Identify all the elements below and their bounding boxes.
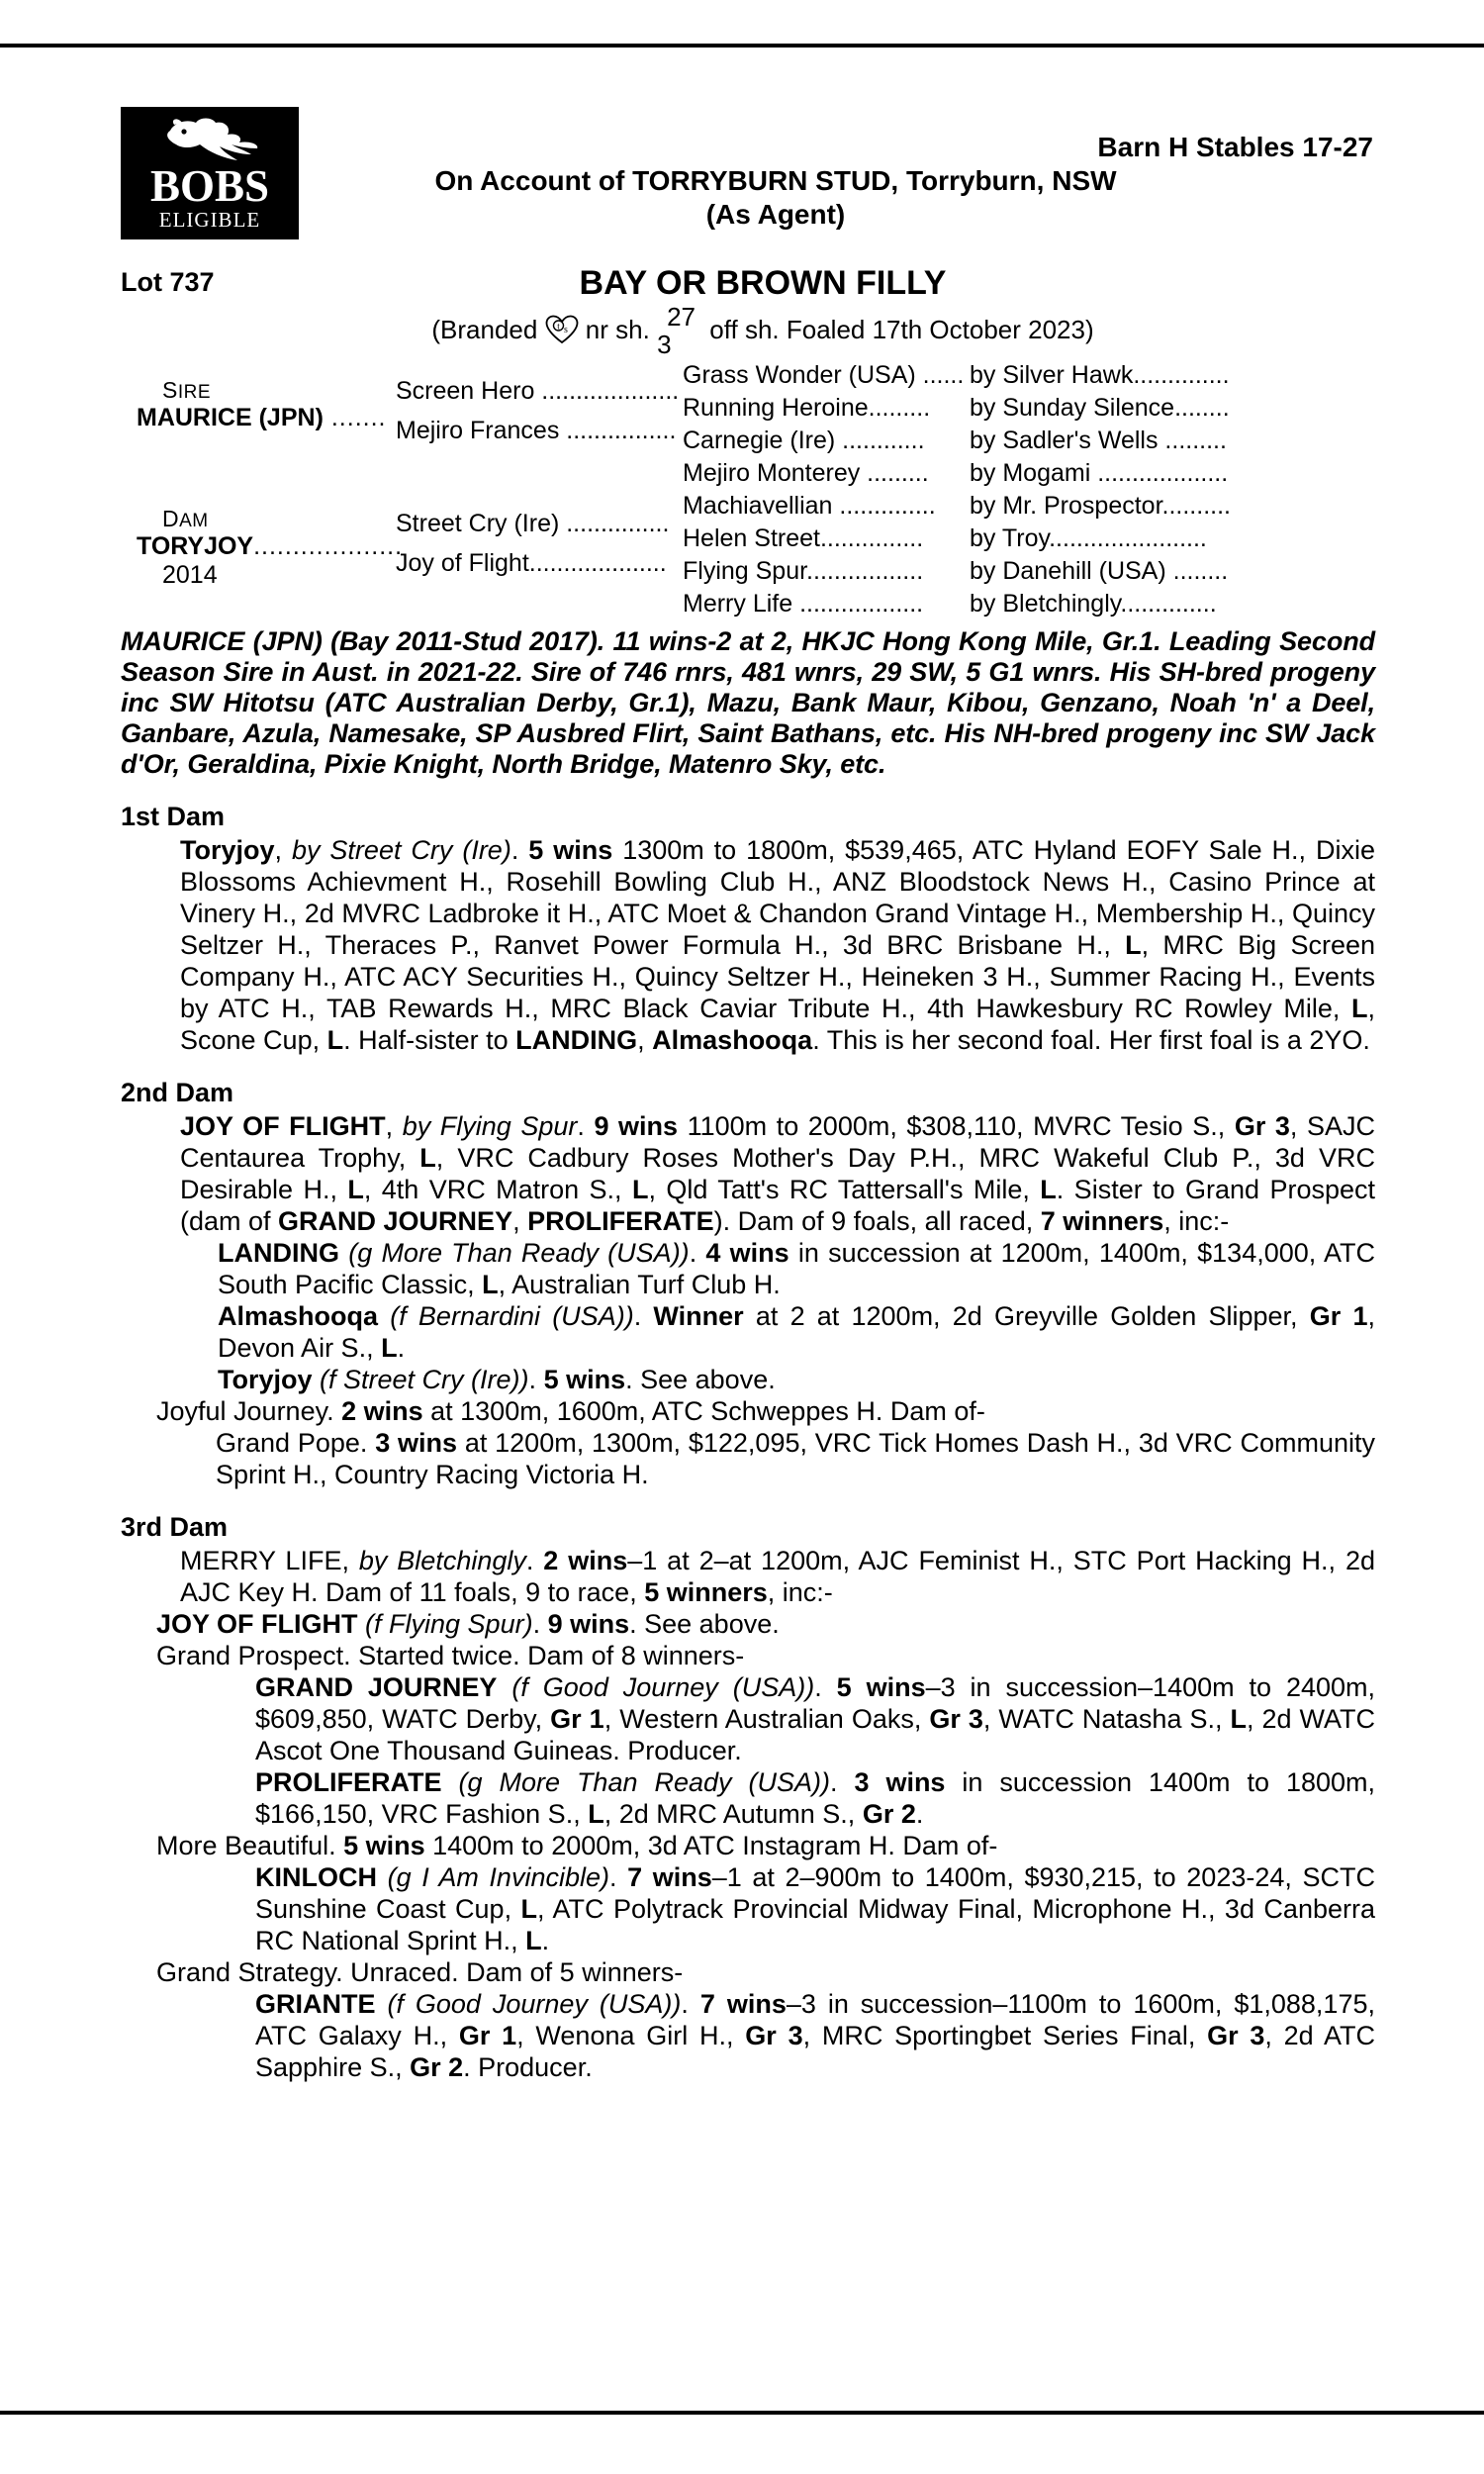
- pedigree-entry: GRAND JOURNEY (f Good Journey (USA)). 5 wins–3 in succession–1400m to 2400m, $609,850, WATC Derby, Gr 1, Western Australian Oaks, Gr 3, WATC Natasha S., L, 2d WATC Ascot One Thousand Guineas. Producer.: [255, 1672, 1376, 1765]
- pedigree-gen3-cell: Running Heroine.........: [683, 394, 931, 422]
- sire-name: MAURICE (JPN) .......: [137, 404, 387, 431]
- dam-year: 2014: [162, 561, 218, 589]
- pedigree-entry: PROLIFERATE (g More Than Ready (USA)). 3 wins in succession 1400m to 1800m, $166,150, VRC Fashion S., L, 2d MRC Autumn S., Gr 2.: [255, 1767, 1376, 1829]
- page-title: BAY OR BROWN FILLY: [579, 264, 947, 302]
- as-agent-label: (As Agent): [705, 199, 846, 230]
- pedigree-entry: Grand Strategy. Unraced. Dam of 5 winners-: [156, 1957, 684, 1987]
- pedigree-gen3-cell: Carnegie (Ire) ............: [683, 427, 925, 454]
- dam-name: TORYJOY...................: [137, 532, 404, 560]
- branded-description: [121, 302, 1375, 359]
- pedigree-entry: KINLOCH (g I Am Invincible). 7 wins–1 at 2–900m to 1400m, $930,215, to 2023-24, SCTC Sunshine Coast Cup, L, ATC Polytrack Provincial Midway Final, Microphone H., 3d Canberra RC National Sprint H., L.: [255, 1862, 1375, 1955]
- pedigree-entry: More Beautiful. 5 wins 1400m to 2000m, 3d ATC Instagram H. Dam of-: [156, 1831, 998, 1860]
- pedigree-gen2-cell: Screen Hero ....................: [396, 377, 680, 405]
- bobs-horse-icon: [121, 115, 299, 166]
- bobs-eligible-logo: [121, 107, 299, 239]
- pedigree-entry: LANDING (g More Than Ready (USA)). 4 wins in succession at 1200m, 1400m, $134,000, ATC South Pacific Classic, L, Australian Turf Club H.: [218, 1238, 1375, 1299]
- dam-section-heading: 1st Dam: [121, 802, 226, 831]
- pedigree-col-gen3: [683, 359, 970, 620]
- pedigree-gen4-cell: by Mogami ...................: [970, 459, 1229, 487]
- pedigree-entry: JOY OF FLIGHT (f Flying Spur). 9 wins. See above.: [156, 1609, 780, 1639]
- pedigree-entry: Toryjoy, by Street Cry (Ire). 5 wins 1300m to 1800m, $539,465, ATC Hyland EOFY Sale H., Dixie Blossoms Achievment H., Rosehill Bowling Club H., ANZ Bloodstock News H., Casino Prince at Vinery H., 2d MVRC Ladbroke it H., ATC Moet & Chandon Grand Vintage H., Membership H., Quincy Seltzer H., Theraces P., Ranvet Power Formula H., 3d BRC Brisbane H., L, MRC Big Screen Company H., ATC ACY Securities H., Quincy Seltzer H., Heineken 3 H., Summer Racing H., Events by ATC H., TAB Rewards H., MRC Black Caviar Tribute H., 4th Hawkesbury RC Rowley Mile, L, Scone Cup, L. Half-sister to LANDING, Almashooqa. This is her second foal. Her first foal is a 2YO.: [180, 835, 1376, 1055]
- dam-section-heading: 2nd Dam: [121, 1078, 234, 1107]
- pedigree-gen4-cell: by Sadler's Wells .........: [970, 427, 1227, 454]
- pedigree-entry: GRIANTE (f Good Journey (USA)). 7 wins–3 in succession–1100m to 1600m, $1,088,175, ATC Galaxy H., Gr 1, Wenona Girl H., Gr 3, MRC Sportingbet Series Final, Gr 3, 2d ATC Sapphire S., Gr 2. Producer.: [255, 1989, 1375, 2082]
- svg-text:t: t: [556, 321, 560, 332]
- pedigree-gen4-cell: by Silver Hawk..............: [970, 361, 1230, 389]
- pedigree-entry: Grand Pope. 3 wins at 1200m, 1300m, $122,095, VRC Tick Homes Dash H., 3d VRC Community Sprint H., Country Racing Victoria H.: [216, 1428, 1375, 1489]
- sire-description-paragraph: MAURICE (JPN) (Bay 2011-Stud 2017). 11 wins-2 at 2, HKJC Hong Kong Mile, Gr.1. Leading Second Season Sire in Aust. in 2021-22. Sire of 746 rnrs, 481 wnrs, 29 SW, 5 G1 wnrs. His SH-bred progeny inc SW Hitotsu (ATC Australian Derby, Gr.1), Mazu, Bank Maur, Kibou, Genzano, Noah 'n' a Deel, Ganbare, Azula, Namesake, SP Ausbred Flirt, Saint Bathans, etc. His NH-bred progeny inc SW Jack d'Or, Geraldina, Pixie Knight, North Bridge, Matenro Sky, etc.: [121, 626, 1375, 779]
- brand-numerator: 27: [667, 302, 696, 332]
- sire-block: [137, 377, 386, 432]
- pedigree-gen4-cell: by Mr. Prospector..........: [970, 492, 1231, 520]
- pedigree-entry: Almashooqa (f Bernardini (USA)). Winner at 2 at 1200m, 2d Greyville Golden Slipper, Gr 1, Devon Air S., L.: [218, 1301, 1375, 1363]
- bobs-logo-subtitle: ELIGIBLE: [158, 208, 261, 232]
- sire-label: SIRE: [162, 377, 212, 403]
- svg-text:s: s: [563, 325, 568, 335]
- bobs-logo-word: BOBS: [149, 161, 270, 211]
- pedigree-gen4-cell: by Troy.......................: [970, 524, 1207, 552]
- pedigree-gen3-cell: Merry Life ..................: [683, 590, 924, 618]
- branded-nr-sh-label: nr sh.: [585, 315, 650, 344]
- pedigree-gen3-cell: Helen Street...............: [683, 524, 924, 552]
- lot-title-row: [121, 263, 1375, 309]
- brand-denominator: 3: [657, 330, 672, 359]
- pedigree-gen2-cell: Joy of Flight....................: [396, 549, 667, 577]
- brand-number-fraction: [657, 302, 702, 359]
- on-account-of-label: On Account of TORRYBURN STUD, Torryburn, NSW: [434, 165, 1117, 196]
- pedigree-gen2-cell: Street Cry (Ire) ...............: [396, 510, 670, 537]
- header: [121, 95, 1375, 259]
- pedigree-gen3-cell: Grass Wonder (USA) ......: [683, 361, 965, 389]
- pedigree-table: [121, 359, 1375, 620]
- pedigree-gen4-cell: by Sunday Silence........: [970, 394, 1230, 422]
- dam-block: [137, 506, 403, 590]
- pedigree-entry: JOY OF FLIGHT, by Flying Spur. 9 wins 1100m to 2000m, $308,110, MVRC Tesio S., Gr 3, SAJC Centaurea Trophy, L, VRC Cadbury Roses Mother's Day P.H., MRC Wakeful Club P., 3d VRC Desirable H., L, 4th VRC Matron S., L, Qld Tatt's RC Tattersall's Mile, L. Sister to Grand Prospect (dam of GRAND JOURNEY, PROLIFERATE). Dam of 9 foals, all raced, 7 winners, inc:-: [180, 1111, 1376, 1236]
- pedigree-gen2-cell: Mejiro Frances ................: [396, 417, 677, 444]
- pedigree-gen3-cell: Machiavellian ..............: [683, 492, 936, 520]
- dam-sections: [121, 802, 1375, 2083]
- branded-prefix: (Branded: [431, 315, 538, 344]
- pedigree-entry: Grand Prospect. Started twice. Dam of 8 winners-: [156, 1641, 745, 1670]
- pedigree-gen4-cell: by Danehill (USA) ........: [970, 557, 1229, 585]
- dam-section-heading: 3rd Dam: [121, 1512, 229, 1542]
- bottom-rule: [0, 2411, 1484, 2415]
- barn-stables-label: Barn H Stables 17-27: [1097, 132, 1373, 162]
- page-content: [121, 95, 1375, 2083]
- pedigree-entry: Joyful Journey. 2 wins at 1300m, 1600m, ATC Schweppes H. Dam of-: [156, 1396, 985, 1426]
- lot-number: Lot 737: [121, 267, 215, 297]
- branded-suffix: off sh. Foaled 17th October 2023): [709, 315, 1094, 344]
- pedigree-gen3-cell: Flying Spur.................: [683, 557, 924, 585]
- dam-label: DAM: [162, 506, 209, 531]
- brand-heart-ts-icon: [545, 315, 579, 344]
- pedigree-entry: MERRY LIFE, by Bletchingly. 2 wins–1 at 2–at 1200m, AJC Feminist H., STC Port Hacking H., 2d AJC Key H. Dam of 11 foals, 9 to race, 5 winners, inc:-: [180, 1546, 1375, 1607]
- pedigree-gen3-cell: Mejiro Monterey .........: [683, 459, 929, 487]
- pedigree-gen4-cell: by Bletchingly..............: [970, 590, 1217, 618]
- top-rule: [0, 44, 1484, 48]
- pedigree-col-gen4: [970, 359, 1266, 620]
- pedigree-entry: Toryjoy (f Street Cry (Ire)). 5 wins. See above.: [218, 1365, 776, 1394]
